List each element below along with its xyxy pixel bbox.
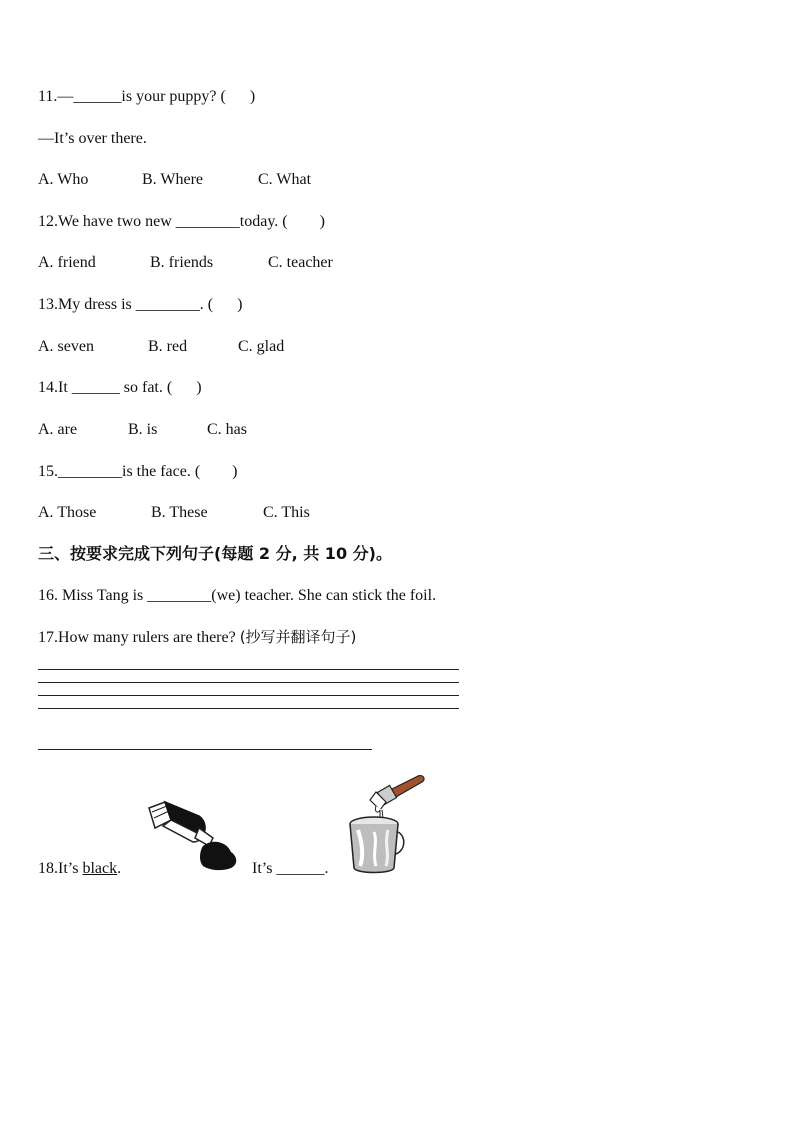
- q13-stem: 13.My dress is ________. ( ): [38, 296, 243, 313]
- writing-line-3[interactable]: [38, 695, 459, 696]
- q15-option-b: B. These: [151, 504, 208, 521]
- q11-option-a: A. Who: [38, 171, 89, 188]
- q17-stem: [38, 627, 356, 648]
- q11-option-b: B. Where: [142, 171, 204, 188]
- translation-answer-line[interactable]: [38, 749, 372, 750]
- q14-option-c: C. has: [207, 421, 247, 438]
- q15-option-a: A. Those: [38, 504, 97, 521]
- q15-stem: 15.________is the face. ( ): [38, 463, 238, 480]
- q11-reply: —It’s over there.: [38, 130, 147, 147]
- q16-stem: 16. Miss Tang is ________(we) teacher. She can stick the foil.: [38, 587, 437, 604]
- q13-option-a: A. seven: [38, 338, 94, 355]
- q15-option-c: C. This: [263, 504, 310, 521]
- q12-option-b: B. friends: [150, 254, 214, 271]
- q13-option-b: B. red: [148, 338, 188, 355]
- q11-stem: 11.—______is your puppy? ( ): [38, 88, 256, 105]
- q17-stem-cn: (抄写并翻译句子): [239, 628, 357, 646]
- q14-option-a: A. are: [38, 421, 78, 438]
- q18-first-sentence: [38, 859, 121, 879]
- q11-option-c: C. What: [258, 171, 312, 188]
- white-paint-bucket-icon: [344, 770, 428, 876]
- section-heading: 三、按要求完成下列句子(每题 2 分, 共 10 分)。: [38, 544, 392, 563]
- q12-option-c: C. teacher: [268, 254, 333, 271]
- q18-suffix: .: [117, 860, 122, 877]
- q17-stem-en: 17.How many rulers are there?: [38, 629, 240, 646]
- q18-second-sentence: It’s ______.: [252, 860, 329, 877]
- black-paint-tube-icon: [143, 798, 243, 874]
- q14-stem: 14.It ______ so fat. ( ): [38, 379, 202, 396]
- q18-answer-example: black: [82, 860, 118, 877]
- q13-option-c: C. glad: [238, 338, 285, 355]
- writing-line-4[interactable]: [38, 708, 459, 709]
- q18-prefix: 18.It’s: [38, 860, 83, 877]
- q12-stem: 12.We have two new ________today. ( ): [38, 213, 325, 230]
- writing-line-2[interactable]: [38, 682, 459, 683]
- writing-line-1[interactable]: [38, 669, 459, 670]
- q12-option-a: A. friend: [38, 254, 96, 271]
- q14-option-b: B. is: [128, 421, 158, 438]
